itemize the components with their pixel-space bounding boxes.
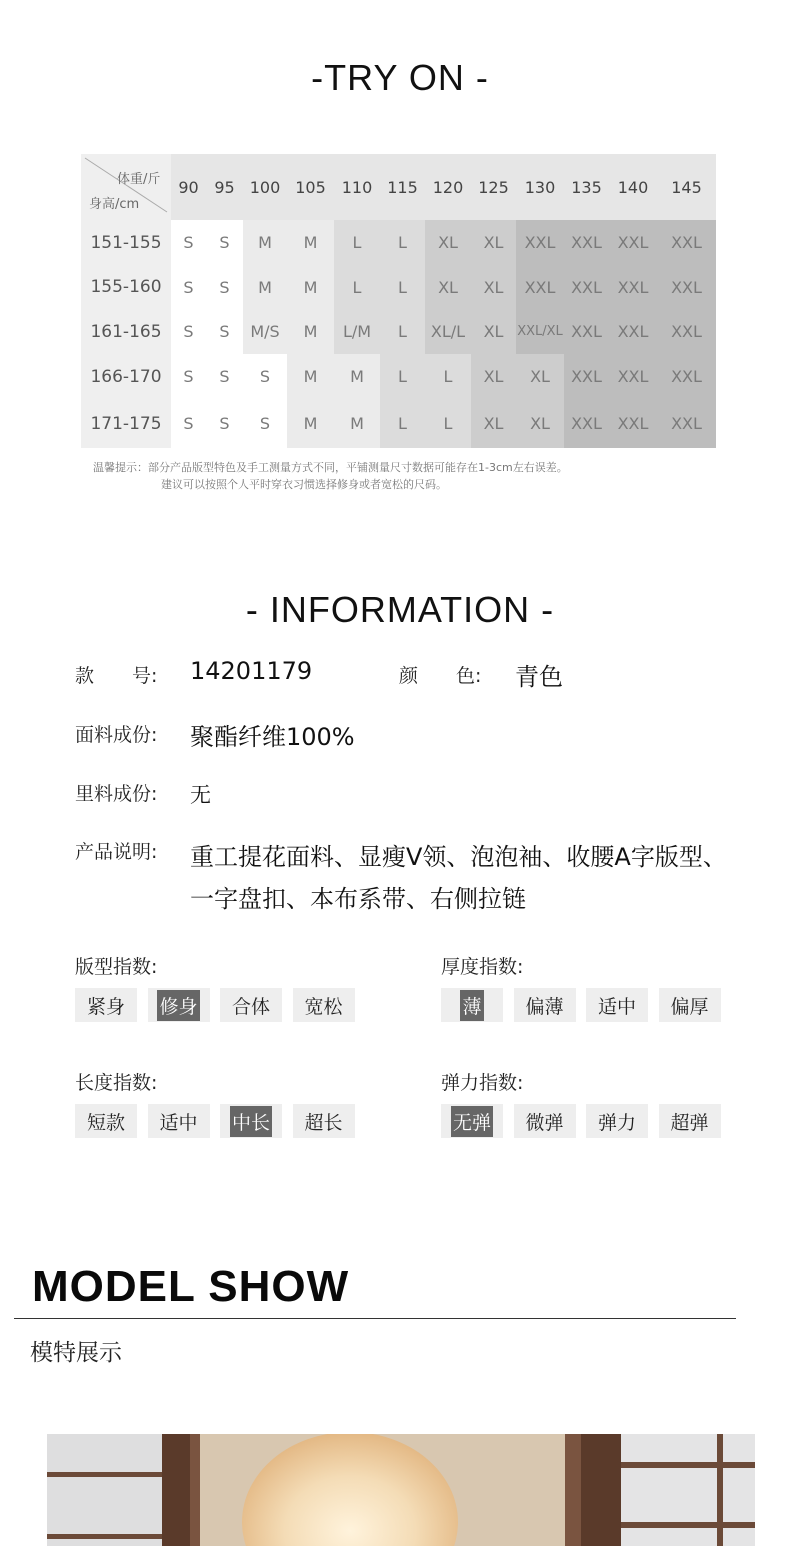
size-cell: XXL: [609, 220, 657, 265]
stretch-index-title: 弹力指数:: [441, 1072, 524, 1094]
try-on-title: -TRY ON -: [311, 57, 489, 98]
size-cell: XXL: [564, 354, 609, 399]
size-cell: XL: [425, 220, 471, 265]
size-cell: M: [243, 265, 287, 309]
size-note: [93, 459, 568, 493]
fit-index-option-label: 合体: [231, 995, 270, 1018]
size-cell: XXL: [516, 265, 564, 309]
height-cell: 171-175: [81, 399, 171, 448]
stretch-index-option-label: 无弹: [451, 1106, 493, 1137]
size-note-line2: 建议可以按照个人平时穿衣习惯选择修身或者宽松的尺码。: [161, 478, 447, 491]
size-cell: M: [287, 399, 334, 448]
height-cell: 161-165: [81, 309, 171, 354]
fabric-label: 面料成份:: [75, 724, 158, 746]
size-cell: XXL: [657, 399, 716, 448]
height-cell: 155-160: [81, 265, 171, 309]
fit-index-option[interactable]: [148, 988, 210, 1022]
size-cell: L: [380, 265, 425, 309]
length-index-option[interactable]: [220, 1104, 282, 1138]
size-cell: L: [425, 354, 471, 399]
weight-header-cell: 145: [657, 154, 716, 220]
length-index-option[interactable]: [148, 1104, 210, 1138]
size-cell: XL: [471, 220, 516, 265]
model-photo-image: [47, 1434, 755, 1546]
stretch-index-option[interactable]: [586, 1104, 648, 1138]
size-cell: M: [287, 309, 334, 354]
length-index-option-label: 适中: [159, 1111, 198, 1134]
size-cell: S: [243, 354, 287, 399]
size-cell: XXL: [564, 220, 609, 265]
fabric-value: 聚酯纤维100%: [190, 723, 355, 751]
weight-header-cell: 100: [243, 154, 287, 220]
size-cell: L/M: [334, 309, 380, 354]
stretch-index-option-label: 超弹: [670, 1111, 709, 1134]
size-cell: XXL: [657, 265, 716, 309]
size-cell: XL: [471, 265, 516, 309]
weight-header-cell: 140: [609, 154, 657, 220]
stretch-index-option-label: 弹力: [597, 1111, 636, 1134]
size-cell: L: [425, 399, 471, 448]
size-cell: S: [171, 220, 206, 265]
size-cell: M: [287, 354, 334, 399]
corner-height-label: 身高/cm: [89, 197, 140, 212]
length-index-option-label: 超长: [304, 1111, 343, 1134]
thickness-index-title: 厚度指数:: [441, 956, 524, 978]
desc-value: 重工提花面料、显瘦V领、泡泡袖、收腰A字版型、一字盘扣、本布系带、右侧拉链: [190, 843, 727, 913]
size-chart: [81, 154, 720, 448]
size-cell: S: [171, 399, 206, 448]
fit-index-option[interactable]: [75, 988, 137, 1022]
height-cell: 151-155: [81, 220, 171, 265]
size-cell: S: [171, 309, 206, 354]
size-cell: L: [334, 220, 380, 265]
weight-header-cell: 115: [380, 154, 425, 220]
style-no-value: 14201179: [190, 657, 313, 685]
style-no-label: 款 号:: [75, 665, 158, 687]
size-cell: L: [380, 309, 425, 354]
fit-index-option[interactable]: [220, 988, 282, 1022]
size-cell: M: [334, 399, 380, 448]
stretch-index-option[interactable]: [659, 1104, 721, 1138]
size-cell: S: [206, 354, 243, 399]
size-cell: XL: [471, 354, 516, 399]
length-index-title: 长度指数:: [75, 1072, 158, 1094]
size-cell: XL: [425, 265, 471, 309]
lining-label: 里料成份:: [75, 783, 158, 805]
fit-index-option-label: 宽松: [304, 995, 343, 1018]
model-show-divider: [14, 1318, 736, 1319]
fit-index-option-label: 修身: [157, 990, 199, 1021]
size-cell: S: [171, 354, 206, 399]
height-cell: 166-170: [81, 354, 171, 399]
thickness-index-option[interactable]: [659, 988, 721, 1022]
length-index-option-label: 短款: [86, 1111, 125, 1134]
fit-index-option-label: 紧身: [86, 995, 125, 1018]
thickness-index-option[interactable]: [514, 988, 576, 1022]
weight-header-cell: 90: [171, 154, 206, 220]
size-cell: XL: [471, 399, 516, 448]
stretch-index-option[interactable]: [441, 1104, 503, 1138]
size-cell: L: [334, 265, 380, 309]
length-index-option[interactable]: [75, 1104, 137, 1138]
fit-index-title: 版型指数:: [75, 956, 158, 978]
size-cell: L: [380, 354, 425, 399]
size-cell: XXL: [609, 309, 657, 354]
model-show-subtitle: 模特展示: [30, 1340, 122, 1366]
size-cell: XL: [516, 354, 564, 399]
size-cell: M: [287, 220, 334, 265]
size-cell: XXL: [516, 220, 564, 265]
size-cell: S: [206, 220, 243, 265]
thickness-index-option[interactable]: [586, 988, 648, 1022]
size-cell: M: [287, 265, 334, 309]
size-cell: XXL: [609, 399, 657, 448]
thickness-index-option-label: 适中: [597, 995, 636, 1018]
size-cell: XXL: [657, 354, 716, 399]
weight-header-cell: 120: [425, 154, 471, 220]
stretch-index-option[interactable]: [514, 1104, 576, 1138]
size-cell: L: [380, 220, 425, 265]
color-value: 青色: [515, 663, 563, 691]
weight-header-cell: 135: [564, 154, 609, 220]
size-cell: S: [206, 309, 243, 354]
thickness-index-option-label: 偏薄: [525, 995, 564, 1018]
model-show-title: MODEL SHOW: [32, 1262, 350, 1311]
size-cell: XXL: [657, 309, 716, 354]
length-index-option-label: 中长: [230, 1106, 272, 1137]
weight-header-cell: 130: [516, 154, 564, 220]
information-title: - INFORMATION -: [245, 589, 555, 630]
size-cell: S: [206, 399, 243, 448]
size-cell: XL: [516, 399, 564, 448]
size-cell: XXL/XL: [516, 309, 564, 354]
size-cell: S: [206, 265, 243, 309]
size-cell: XXL: [564, 265, 609, 309]
length-index-option[interactable]: [293, 1104, 355, 1138]
size-cell: M/S: [243, 309, 287, 354]
weight-header-cell: 125: [471, 154, 516, 220]
size-cell: XXL: [564, 399, 609, 448]
size-cell: S: [171, 265, 206, 309]
weight-header-cell: 95: [206, 154, 243, 220]
color-label: 颜 色:: [399, 665, 482, 687]
model-photo: [47, 1434, 755, 1546]
weight-header-cell: 110: [334, 154, 380, 220]
corner-weight-label: 体重/斤: [117, 172, 161, 187]
fit-index-option[interactable]: [293, 988, 355, 1022]
weight-header-cell: 105: [287, 154, 334, 220]
size-cell: S: [243, 399, 287, 448]
lining-value: 无: [190, 783, 211, 807]
size-cell: M: [334, 354, 380, 399]
stretch-index-option-label: 微弹: [525, 1111, 564, 1134]
thickness-index-option[interactable]: [441, 988, 503, 1022]
size-cell: L: [380, 399, 425, 448]
size-cell: M: [243, 220, 287, 265]
size-cell: XXL: [657, 220, 716, 265]
size-note-line1: 温馨提示：部分产品版型特色及手工测量方式不同，平铺测量尺寸数据可能存在1-3cm左右误差。: [93, 461, 568, 474]
desc-label: 产品说明:: [75, 841, 158, 863]
size-cell: XL/L: [425, 309, 471, 354]
size-cell: XXL: [609, 265, 657, 309]
thickness-index-option-label: 偏厚: [670, 995, 709, 1018]
size-cell: XXL: [564, 309, 609, 354]
size-cell: XL: [471, 309, 516, 354]
size-cell: XXL: [609, 354, 657, 399]
thickness-index-option-label: 薄: [460, 990, 483, 1021]
